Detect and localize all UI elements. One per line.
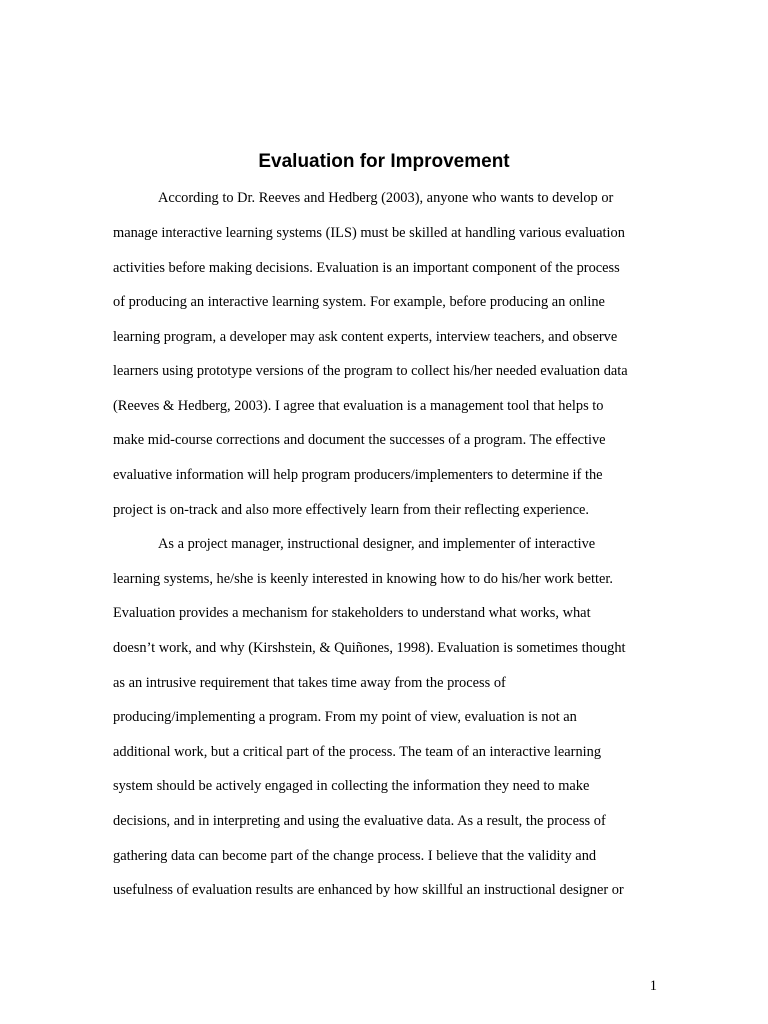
paragraph-line: producing/implementing a program. From my point of view, evaluation is not an	[113, 709, 577, 725]
paragraph-line: (Reeves & Hedberg, 2003). I agree that evaluation is a management tool that helps to	[113, 398, 604, 414]
paragraph-line: learners using prototype versions of the program to collect his/her needed evaluation data	[113, 363, 628, 379]
paragraph-line: usefulness of evaluation results are enhanced by how skillful an instructional designer or	[113, 882, 624, 898]
paragraph-line: learning program, a developer may ask content experts, interview teachers, and observe	[113, 329, 618, 345]
paragraph-line: As a project manager, instructional designer, and implementer of interactive	[158, 536, 596, 552]
paragraph-line: activities before making decisions. Evaluation is an important component of the process	[113, 260, 620, 276]
paragraph-line: doesn’t work, and why (Kirshstein, & Quiñones, 1998). Evaluation is sometimes thought	[113, 640, 626, 656]
page-title: Evaluation for Improvement	[258, 151, 510, 172]
paragraph-line: system should be actively engaged in collecting the information they need to make	[113, 778, 590, 794]
paragraph-line: project is on-track and also more effectively learn from their reflecting experience.	[113, 502, 590, 518]
paragraph-line: additional work, but a critical part of the process. The team of an interactive learning	[113, 744, 602, 760]
paragraph-line: make mid-course corrections and document the successes of a program. The effective	[113, 432, 606, 448]
paragraph-line: learning systems, he/she is keenly interested in knowing how to do his/her work better.	[113, 571, 613, 587]
paragraph-line: Evaluation provides a mechanism for stakeholders to understand what works, what	[113, 605, 591, 621]
paragraph-line: of producing an interactive learning system. For example, before producing an online	[113, 294, 605, 310]
paragraph-line: as an intrusive requirement that takes time away from the process of	[113, 675, 506, 691]
paragraph-line: manage interactive learning systems (ILS) must be skilled at handling various evaluation	[113, 225, 625, 241]
page-number: 1	[649, 978, 657, 994]
paragraph-line: gathering data can become part of the change process. I believe that the validity and	[113, 848, 597, 864]
paragraph-line: According to Dr. Reeves and Hedberg (2003), anyone who wants to develop or	[158, 190, 614, 206]
paragraph-line: decisions, and in interpreting and using the evaluative data. As a result, the process of	[113, 813, 606, 829]
paragraph-line: evaluative information will help program producers/implementers to determine if the	[113, 467, 603, 483]
